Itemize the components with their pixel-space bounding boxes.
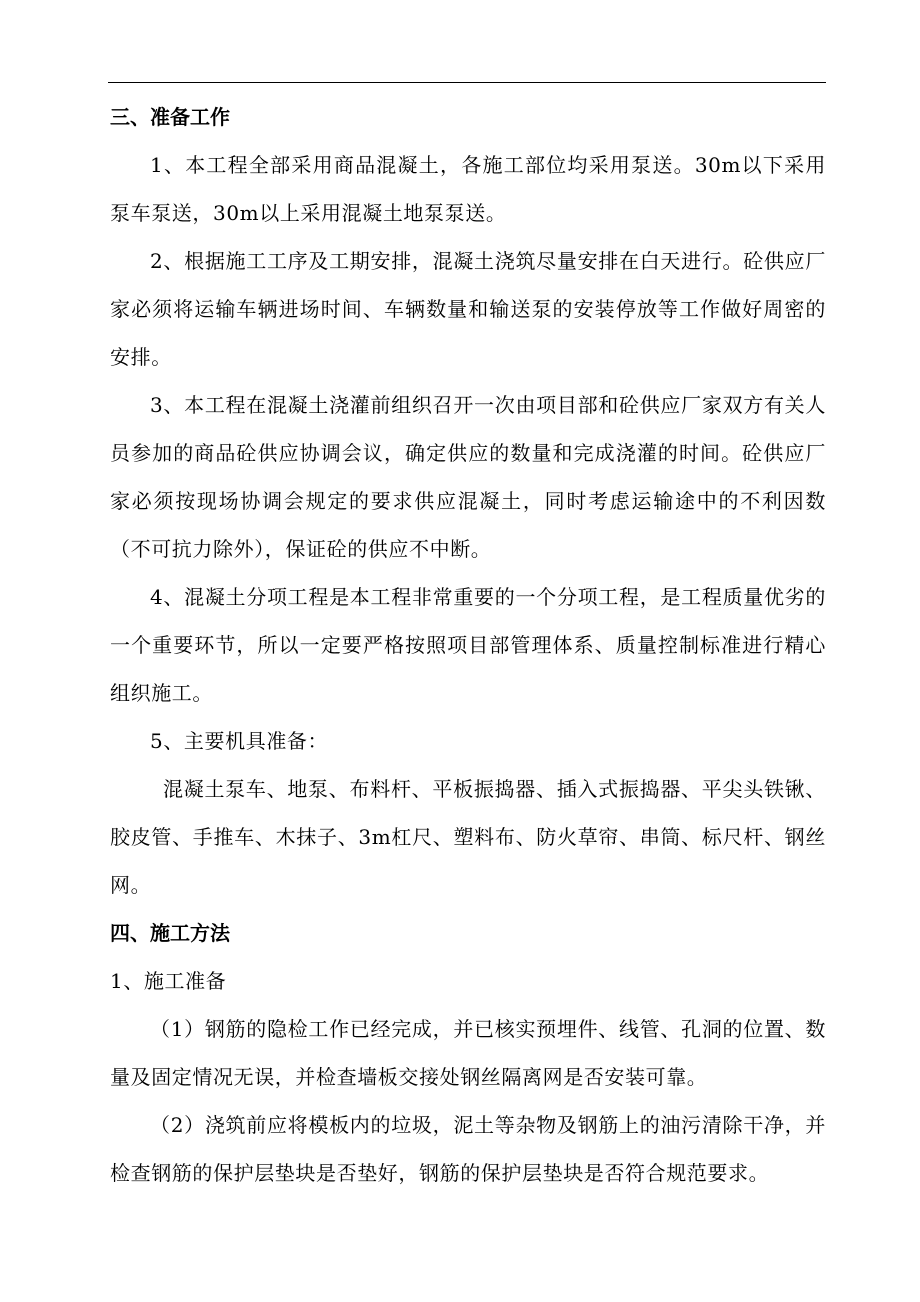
section-heading-4: 四、施工方法 xyxy=(110,921,230,945)
paragraph-3: 3、本工程在混凝土浇灌前组织召开一次由项目部和砼供应厂家双方有关人员参加的商品砼供应协调会议，确定供应的数量和完成浇灌的时间。砼供应厂家必须按现场协调会规定的要求供应混凝土，同时考虑运输途中的不利因数（不可抗力除外），保证砼的供应不中断。 xyxy=(110,393,826,561)
paragraph-1: 1、本工程全部采用商品混凝土，各施工部位均采用泵送。30m以下采用泵车泵送，30m以上采用混凝土地泵泵送。 xyxy=(110,153,826,225)
equipment-list: 混凝土泵车、地泵、布料杆、平板振捣器、插入式振捣器、平尖头铁锹、胶皮管、手推车、木抹子、3m杠尺、塑料布、防火草帘、串筒、标尺杆、钢丝网。 xyxy=(110,777,826,897)
subheading-preparation: 1、施工准备 xyxy=(110,969,227,993)
header-rule xyxy=(108,82,826,83)
paragraph-prep-1: （1）钢筋的隐检工作已经完成，并已核实预埋件、线管、孔洞的位置、数量及固定情况无误，并检查墙板交接处钢丝隔离网是否安装可靠。 xyxy=(110,1017,826,1089)
paragraph-5: 5、主要机具准备： xyxy=(150,729,329,753)
paragraph-prep-2: （2）浇筑前应将模板内的垃圾，泥土等杂物及钢筋上的油污清除干净，并检查钢筋的保护层垫块是否垫好，钢筋的保护层垫块是否符合规范要求。 xyxy=(110,1113,826,1185)
section-heading-3: 三、准备工作 xyxy=(110,105,230,129)
paragraph-2: 2、根据施工工序及工期安排，混凝土浇筑尽量安排在白天进行。砼供应厂家必须将运输车辆进场时间、车辆数量和输送泵的安装停放等工作做好周密的安排。 xyxy=(110,249,826,369)
paragraph-4: 4、混凝土分项工程是本工程非常重要的一个分项工程，是工程质量优劣的一个重要环节，所以一定要严格按照项目部管理体系、质量控制标准进行精心组织施工。 xyxy=(110,585,826,705)
document-body xyxy=(110,93,826,1197)
